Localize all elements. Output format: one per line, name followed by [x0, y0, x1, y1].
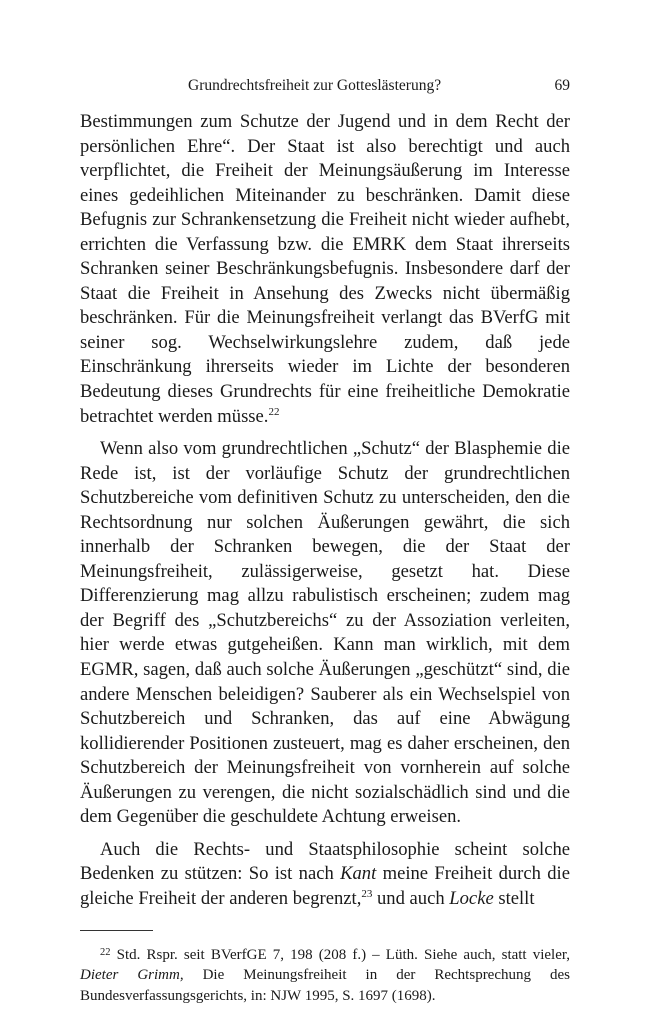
footnote-text-a: Std. Rspr. seit BVerfGE 7, 198 (208 f.) – Lüth. Siehe auch, statt vieler,: [116, 946, 571, 963]
footnotes: [80, 945, 570, 1007]
footnote-number: 22: [100, 946, 111, 958]
paragraph-1: [80, 110, 570, 429]
footnote-divider: [80, 930, 153, 931]
book-page: [80, 74, 570, 1006]
paragraph-3-text-c: und auch: [372, 887, 450, 909]
page-number: 69: [554, 77, 570, 94]
footnote-text-b: Die Meinungsfreiheit in der Rechtsprechung des Bundesverfassungsgerichts, in: NJW 1995, S. 1697 (1698).: [80, 967, 570, 1004]
paragraph-3-text-d: stellt: [493, 887, 535, 909]
paragraph-2: Wenn also vom grundrechtlichen „Schutz“ der Blasphemie die Rede ist, ist der vorläufige Schutz der grundrechtlichen Schutzbereiche vom definitiven Schutz zu unterscheiden, den die Rechtsordnung nur solchen Äußerungen gewährt, die sich innerhalb der Schranken bewegen, die der Staat der Meinungsfreiheit, zulässigerweise, gesetzt hat. Diese Differenzierung mag allzu rabulistisch erscheinen; zudem mag der Begriff des „Schutzbereichs“ zu der Assoziation verleiten, hier werde etwas gutgeheißen. Kann man wirklich, mit dem EGMR, sagen, daß auch solche Äußerungen „geschützt“ sind, die andere Menschen beleidigen? Sauberer als ein Wechselspiel von Schutzbereich und Schranken, das auf eine Abwägung kollidierender Positionen zusteuert, mag es daher erscheinen, den Schutzbereich der Meinungsfreiheit von vornherein auf solche Äußerungen zu verengen, die nicht sozialschädlich sind und die dem Gegenüber die geschuldete Achtung erweisen.: [80, 438, 570, 828]
running-header: [80, 74, 570, 98]
paragraph-3: [80, 838, 570, 912]
footnote-22: [80, 945, 570, 1007]
paragraph-1-text: Bestimmungen zum Schutze der Jugend und in dem Recht der persönlichen Ehre“. Der Staat ist also berechtigt und auch verpflichtet, die Freiheit der Meinungsäußerung im Interesse eines gedeihlichen Miteinander zu beschränken. Damit diese Befugnis zur Schrankensetzung die Freiheit nicht wieder aufhebt, errichten die Verfassung bzw. die EMRK dem Staat ihrerseits Schranken seiner Beschränkungsbefugnis. Insbesondere darf der Staat die Freiheit in Ansehung des Zwecks nicht übermäßig beschränken. Für die Meinungsfreiheit verlangt das BVerfG mit seiner sog. Wechselwirkungslehre zudem, daß jede Einschränkung ihrerseits wieder im Lichte der besonderen Bedeutung dieses Grundrechts für eine freiheitliche Demokratie betrachtet werden müsse.: [80, 111, 570, 427]
paragraph-3-text-b: meine Freiheit durch die gleiche Freiheit der anderen begrenzt,: [80, 863, 570, 909]
footnote-ref-23: 23: [361, 887, 373, 900]
author-kant: Kant: [340, 863, 377, 885]
footnote-ref-22: 22: [268, 405, 280, 418]
footnote-author: Dieter Grimm,: [80, 967, 184, 983]
paragraph-3-text-a: Auch die Rechts- und Staatsphilosophie scheint solche Bedenken zu stützen: So ist nach: [80, 838, 570, 885]
body-text: [80, 110, 570, 912]
running-title: Grundrechtsfreiheit zur Gotteslästerung?: [188, 77, 442, 94]
author-locke: Locke: [449, 887, 494, 909]
